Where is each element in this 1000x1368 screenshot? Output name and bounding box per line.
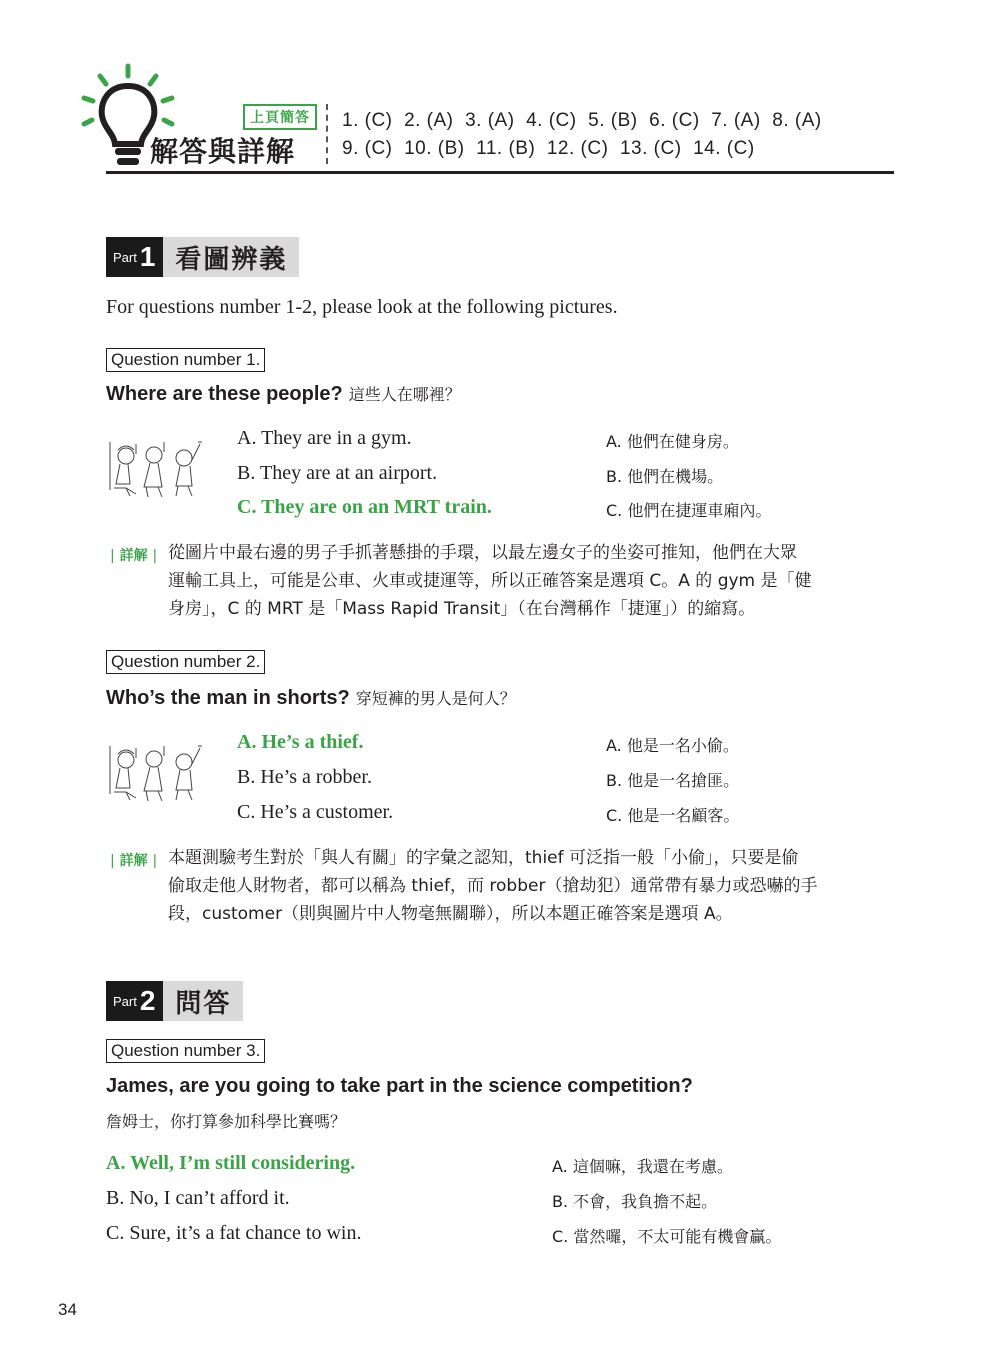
detail-label: | 詳解 | bbox=[110, 548, 158, 564]
option-b: B. He’s a robber. bbox=[237, 766, 372, 788]
option-c: C. He’s a customer. bbox=[237, 801, 394, 823]
question-number-box: Question number 1. bbox=[106, 348, 265, 372]
question-text: Who’s the man in shorts? 穿短褲的男人是何人？ bbox=[106, 687, 516, 709]
header-rule bbox=[106, 171, 894, 174]
answer-item: 10. (B) bbox=[404, 138, 465, 159]
option-c: C. Sure, it’s a fat chance to win. bbox=[106, 1222, 362, 1244]
option-b: B. They are at an airport. bbox=[237, 462, 438, 484]
answer-item: 11. (B) bbox=[476, 138, 536, 159]
question-text: Where are these people? 這些人在哪裡？ bbox=[106, 383, 461, 405]
answer-item: 1. (C) bbox=[342, 110, 393, 131]
part-title: 看圖辨義 bbox=[163, 237, 299, 277]
option-b: B. No, I can’t afford it. bbox=[106, 1187, 290, 1209]
part-2-heading bbox=[106, 981, 243, 1021]
header-divider bbox=[326, 104, 328, 164]
answer-item: 3. (A) bbox=[465, 110, 515, 131]
answer-item: 7. (A) bbox=[711, 110, 761, 131]
answer-item: 9. (C) bbox=[342, 138, 393, 159]
answer-item: 4. (C) bbox=[526, 110, 577, 131]
answer-item: 6. (C) bbox=[649, 110, 700, 131]
detail-label: | 詳解 | bbox=[110, 853, 158, 869]
detail-explanation: 本題測驗考生對於「與人有關」的字彙之認知，thief 可泛指一般「小偷」，只要是偷 偷取走他人財物者，都可以稱為 thief，而 robber（搶劫犯）通常帶有暴力或恐嚇的手 段，customer（則與圖片中人物毫無關聯），所以本題正確答案是選項 A。 bbox=[168, 848, 818, 924]
option-a-translation: A. 他是一名小偷。 bbox=[606, 736, 739, 755]
option-c-correct: C. They are on an MRT train. bbox=[237, 496, 492, 518]
answer-item: 12. (C) bbox=[546, 138, 609, 159]
question-number-box: Question number 3. bbox=[106, 1039, 265, 1063]
question-number-box: Question number 2. bbox=[106, 650, 265, 674]
answer-item: 14. (C) bbox=[693, 138, 755, 159]
question-translation: 詹姆士，你打算參加科學比賽嗎？ bbox=[106, 1112, 347, 1131]
option-c-translation: C. 他們在捷運車廂內。 bbox=[606, 501, 772, 520]
question-text: James, are you going to take part in the science competition? bbox=[106, 1075, 693, 1097]
option-c-translation: C. 他是一名顧客。 bbox=[606, 806, 740, 825]
option-a-correct: A. He’s a thief. bbox=[237, 731, 364, 753]
answer-item: 13. (C) bbox=[619, 138, 682, 159]
page-number: 34 bbox=[58, 1300, 77, 1319]
option-b-translation: B. 他們在機場。 bbox=[606, 467, 724, 486]
answer-item: 5. (B) bbox=[588, 110, 638, 131]
answer-key-line-2 bbox=[342, 138, 755, 160]
part-1-heading bbox=[106, 237, 299, 277]
option-a-translation: A. 這個嘛，我還在考慮。 bbox=[552, 1157, 733, 1176]
previous-page-answers-label: 上頁簡答 bbox=[243, 104, 317, 130]
answer-item: 8. (A) bbox=[772, 110, 822, 131]
option-c-translation: C. 當然囉，不太可能有機會贏。 bbox=[552, 1227, 782, 1246]
part-badge: Part 1 bbox=[106, 237, 163, 277]
option-a-correct: A. Well, I’m still considering. bbox=[106, 1152, 356, 1174]
answer-key-line-1 bbox=[342, 110, 822, 132]
illustration-image bbox=[106, 440, 210, 500]
illustration-image bbox=[106, 744, 210, 804]
answer-item: 2. (A) bbox=[404, 110, 454, 131]
header-title: 解答與詳解 bbox=[150, 135, 296, 168]
option-b-translation: B. 他是一名搶匪。 bbox=[606, 771, 740, 790]
option-a: A. They are in a gym. bbox=[237, 427, 412, 449]
part-1-intro: For questions number 1-2, please look at the following pictures. bbox=[106, 296, 618, 318]
option-b-translation: B. 不會，我負擔不起。 bbox=[552, 1192, 718, 1211]
detail-explanation: 從圖片中最右邊的男子手抓著懸掛的手環，以最左邊女子的坐姿可推知，他們在大眾 運輸工具上，可能是公車、火車或捷運等，所以正確答案是選項 C。A 的 gym 是「健 身房」，C 的 MRT 是「Mass Rapid Transit」（在台灣稱作「捷運」）的縮寫。 bbox=[168, 543, 812, 619]
option-a-translation: A. 他們在健身房。 bbox=[606, 432, 739, 451]
part-title: 問答 bbox=[163, 981, 243, 1021]
part-badge: Part 2 bbox=[106, 981, 163, 1021]
